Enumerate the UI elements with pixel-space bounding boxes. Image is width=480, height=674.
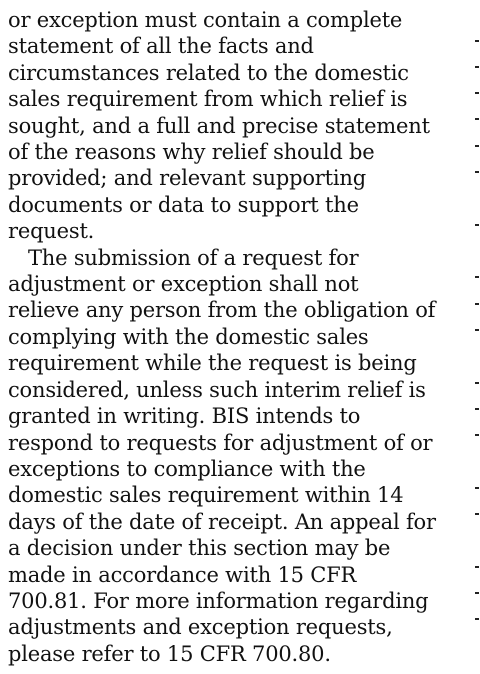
text-line: request. <box>8 219 95 244</box>
text-line: respond to requests for adjustment of or <box>8 430 433 455</box>
edge-mark <box>475 303 479 305</box>
text-line: domestic sales requirement within 14 <box>8 483 404 508</box>
text-line: relieve any person from the obligation of <box>8 298 436 323</box>
edge-mark <box>475 618 479 620</box>
edge-mark <box>475 592 479 594</box>
edge-mark <box>475 408 479 410</box>
text-line: provided; and relevant supporting <box>8 166 366 191</box>
text-line: adjustment or exception shall not <box>8 272 359 297</box>
edge-mark <box>475 487 479 489</box>
text-line: exceptions to compliance with the <box>8 456 366 481</box>
text-line: circumstances related to the domestic <box>8 60 409 85</box>
edge-mark <box>475 434 479 436</box>
text-line: considered, unless such interim relief is <box>8 377 426 402</box>
text-line: adjustments and exception requests, <box>8 615 393 640</box>
text-line: of the reasons why relief should be <box>8 140 375 165</box>
adjacent-column-edge <box>472 0 480 674</box>
text-line: granted in writing. BIS intends to <box>8 404 361 429</box>
text-line: days of the date of receipt. An appeal for <box>8 509 436 534</box>
text-line: a decision under this section may be <box>8 536 391 561</box>
edge-mark <box>475 566 479 568</box>
edge-mark <box>475 513 479 515</box>
edge-mark <box>475 224 479 226</box>
text-line: 700.81. For more information regarding <box>8 588 429 613</box>
text-line: or exception must contain a complete <box>8 8 403 32</box>
text-line: sought, and a full and precise statement <box>8 113 430 138</box>
text-line: made in accordance with 15 CFR <box>8 562 357 587</box>
edge-mark <box>475 40 479 42</box>
edge-mark <box>475 171 479 173</box>
edge-mark <box>475 276 479 278</box>
text-line: sales requirement from which relief is <box>8 87 408 112</box>
edge-mark <box>475 145 479 147</box>
paragraph-start-line: The submission of a request for <box>28 245 359 270</box>
edge-mark <box>475 329 479 331</box>
text-line: complying with the domestic sales <box>8 324 369 349</box>
text-line: please refer to 15 CFR 700.80. <box>8 641 331 666</box>
edge-mark <box>475 66 479 68</box>
text-line: requirement while the request is being <box>8 351 417 376</box>
text-line: documents or data to support the <box>8 192 359 217</box>
edge-mark <box>475 118 479 120</box>
edge-mark <box>475 382 479 384</box>
document-body <box>8 7 468 667</box>
text-line: statement of all the facts and <box>8 34 314 59</box>
edge-mark <box>475 92 479 94</box>
